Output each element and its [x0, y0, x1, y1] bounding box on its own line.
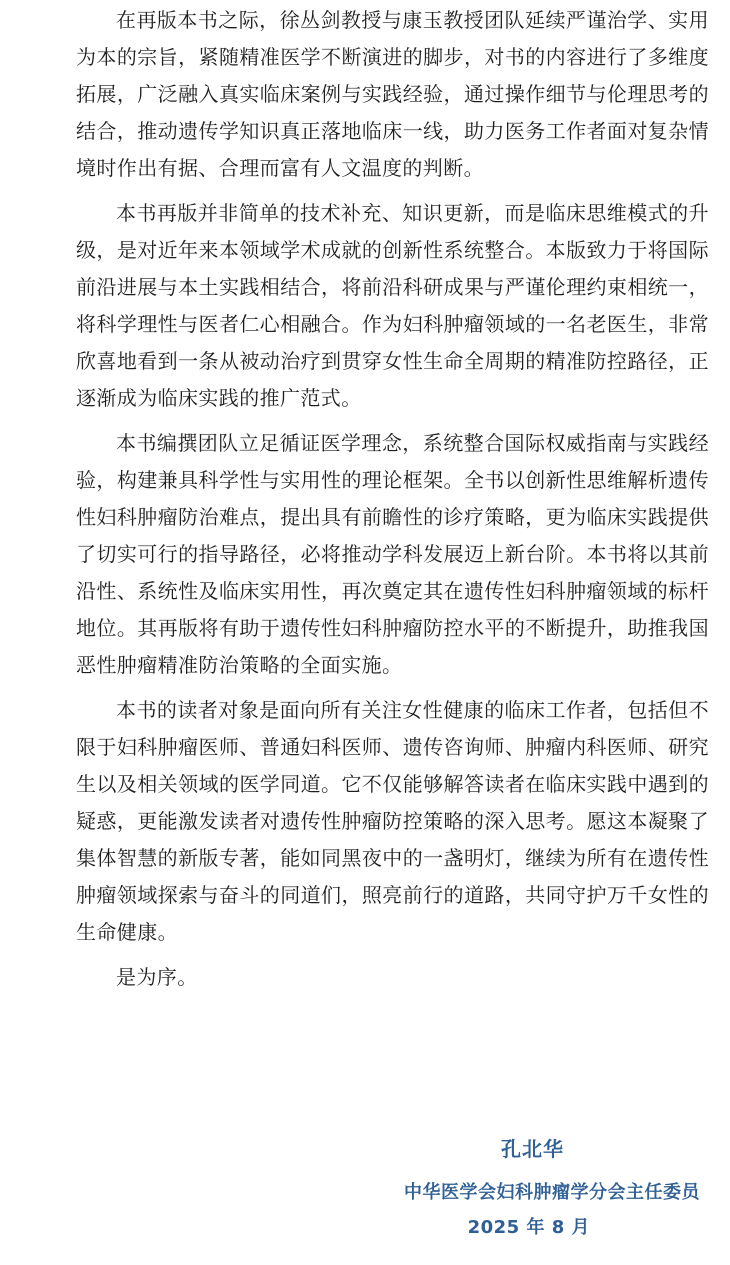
paragraph-2: 本书再版并非简单的技术补充、知识更新，而是临床思维模式的升级，是对近年来本领域学术成就的创新性系统整合。本版致力于将国际前沿进展与本土实践相结合，将前沿科研成果与严谨伦理约束相统一，将科学理性与医者仁心相融合。作为妇科肿瘤领域的一名老医生，非常欣喜地看到一条从被动治疗到贯穿女性生命全周期的精准防控路径，正逐渐成为临床实践的推广范式。 — [76, 201, 709, 410]
author-title: 中华医学会妇科肿瘤学分会主任委员 — [404, 1182, 700, 1203]
author-name: 孔北华 — [501, 1137, 564, 1161]
preface-body — [76, 2, 709, 996]
paragraph-1: 在再版本书之际，徐丛剑教授与康玉教授团队延续严谨治学、实用为本的宗旨，紧随精准医学不断演进的脚步，对书的内容进行了多维度拓展，广泛融入真实临床案例与实践经验，通过操作细节与伦理思考的结合，推动遗传学知识真正落地临床一线，助力医务工作者面对复杂情境时作出有据、合理而富有人文温度的判断。 — [76, 8, 709, 180]
paragraph-4: 本书的读者对象是面向所有关注女性健康的临床工作者，包括但不限于妇科肿瘤医师、普通妇科医师、遗传咨询师、肿瘤内科医师、研究生以及相关领域的医学同道。它不仅能够解答读者在临床实践中遇到的疑惑，更能激发读者对遗传性肿瘤防控策略的深入思考。愿这本凝聚了集体智慧的新版专著，能如同黑夜中的一盏明灯，继续为所有在遗传性肿瘤领域探索与奋斗的同道们，照亮前行的道路，共同守护万千女性的生命健康。 — [76, 698, 709, 944]
closing-line: 是为序。 — [116, 965, 198, 989]
signature-date: 2025 年 8 月 — [467, 1217, 590, 1238]
paragraph-3: 本书编撰团队立足循证医学理念，系统整合国际权威指南与实践经验，构建兼具科学性与实用性的理论框架。全书以创新性思维解析遗传性妇科肿瘤防治难点，提出具有前瞻性的诊疗策略，更为临床实践提供了切实可行的指导路径，必将推动学科发展迈上新台阶。本书将以其前沿性、系统性及临床实用性，再次奠定其在遗传性妇科肿瘤领域的标杆地位。其再版将有助于遗传性妇科肿瘤防控水平的不断提升，助推我国恶性肿瘤精准防治策略的全面实施。 — [76, 431, 709, 677]
